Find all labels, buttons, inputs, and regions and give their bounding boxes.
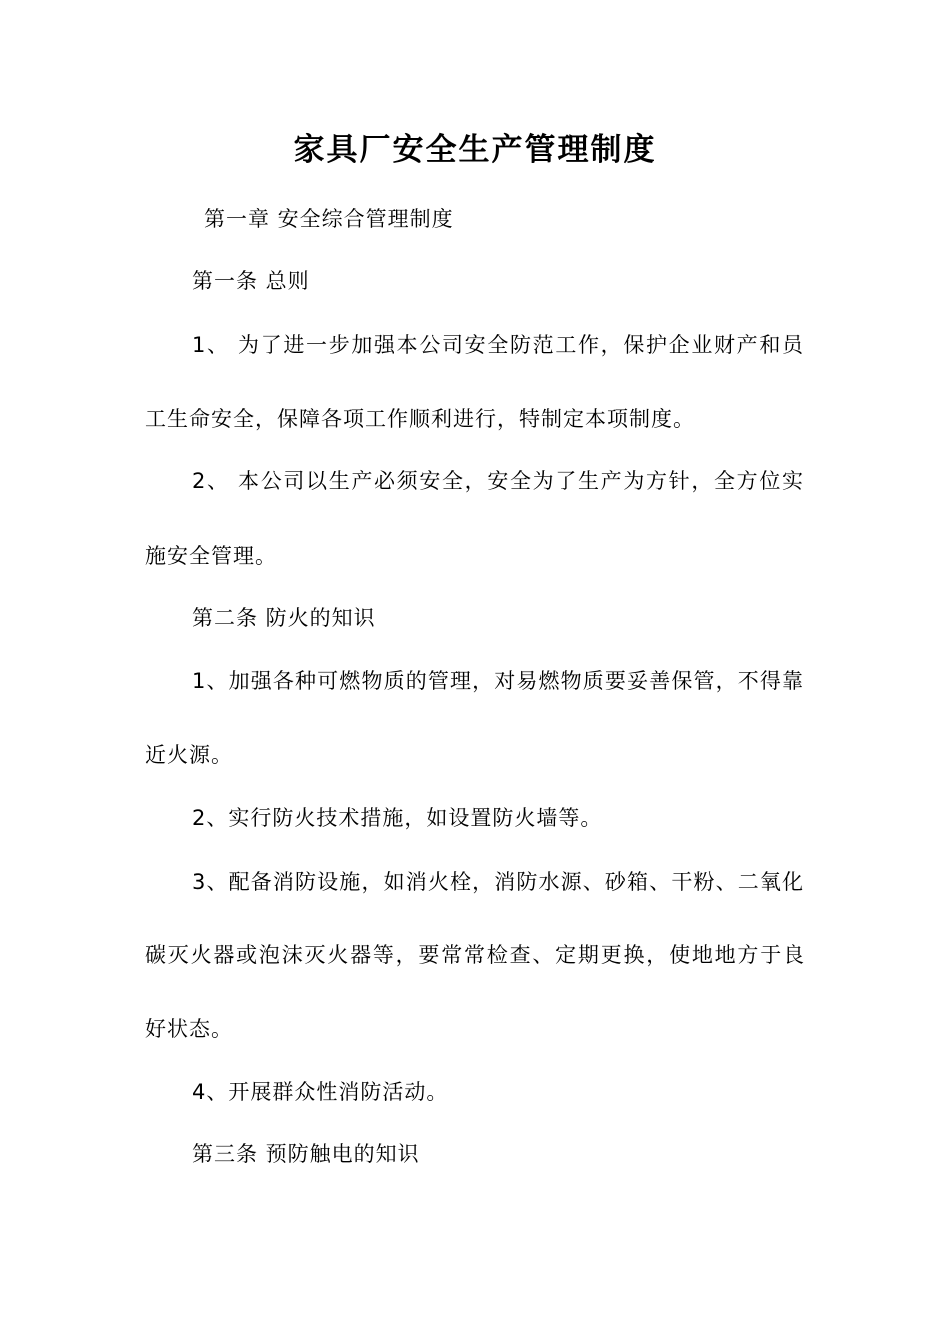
article-heading: 第一条 总则 [192,269,310,293]
paragraph-line: 好状态。 [145,1017,233,1041]
paragraph-line: 2、实行防火技术措施，如设置防火墙等。 [192,806,603,830]
article-heading: 第三条 预防触电的知识 [192,1142,420,1166]
paragraph-line: 碳灭火器或泡沫灭火器等，要常常检查、定期更换，使地地方于良 [145,943,805,967]
paragraph-line: 3、配备消防设施，如消火栓，消防水源、砂箱、干粉、二氧化 [192,870,804,894]
paragraph-line: 4、开展群众性消防活动。 [192,1080,449,1104]
paragraph-line: 1、加强各种可燃物质的管理，对易燃物质要妥善保管，不得靠 [192,669,804,693]
paragraph-line: 2、 本公司以生产必须安全，安全为了生产为方针，全方位实 [192,469,804,493]
chapter-heading: 第一章 安全综合管理制度 [204,207,454,231]
document-title: 家具厂安全生产管理制度 [293,132,657,168]
article-heading: 第二条 防火的知识 [192,606,376,630]
paragraph-line: 1、 为了进一步加强本公司安全防范工作，保护企业财产和员 [192,333,804,357]
paragraph-line: 近火源。 [145,743,233,767]
paragraph-line: 工生命安全，保障各项工作顺利进行，特制定本项制度。 [145,407,695,431]
paragraph-line: 施安全管理。 [145,544,277,568]
